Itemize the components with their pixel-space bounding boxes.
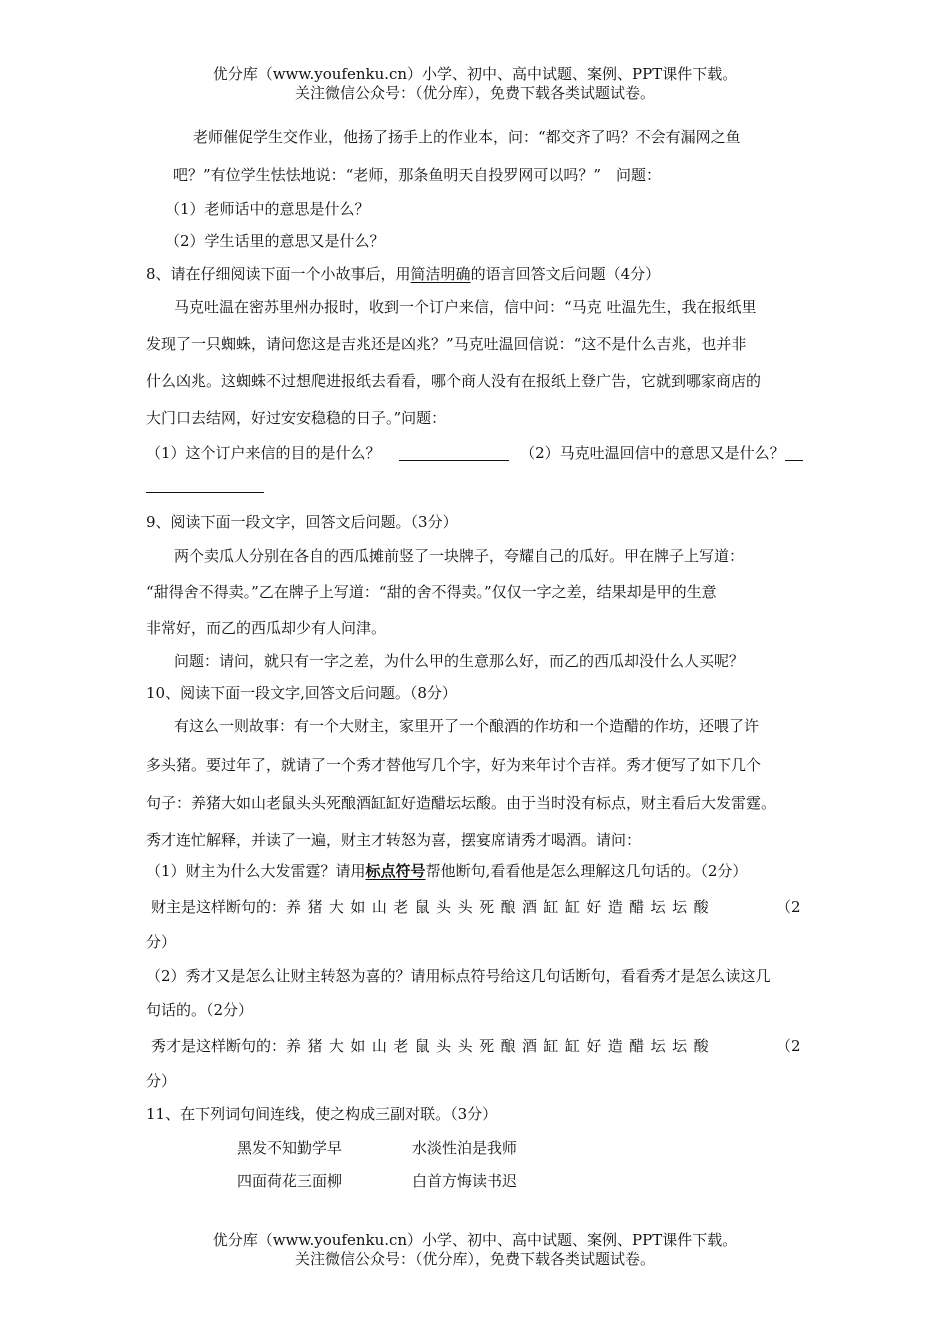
q10-answer-2-label: 秀才是这样断句的： bbox=[151, 1037, 287, 1055]
q10-answer-1-score-b: 分） bbox=[146, 933, 177, 951]
q10-paragraph-line-3: 句子：养猪大如山老鼠头头死酿酒缸缸好造醋坛坛酸。由于当时没有标点，财主看后大发雷霆。 bbox=[146, 794, 777, 812]
q10-answer-2-line bbox=[151, 1036, 715, 1056]
q8-sub-question-1: （1）这个订户来信的目的是什么？ bbox=[146, 444, 381, 462]
q8-paragraph-line-2: 发现了一只蜘蛛，请问您这是吉兆还是凶兆？”马克吐温回信说：“这不是什么吉兆，也并非 bbox=[146, 335, 747, 353]
q8-paragraph-line-4: 大门口去结网，好过安安稳稳的日子。”问题： bbox=[146, 409, 447, 427]
q8-paragraph-line-1: 马克吐温在密苏里州办报时，收到一个订户来信，信中问：“马克 吐温先生，我在报纸里 bbox=[174, 298, 757, 316]
q10-answer-2-score-a: （2 bbox=[776, 1037, 801, 1055]
q7-sub-question-1: （1）老师话中的意思是什么？ bbox=[165, 200, 370, 218]
q10-title: 10、阅读下面一段文字,回答文后问题。（8分） bbox=[146, 684, 457, 702]
q10-sub-question-2-line-1: （2）秀才又是怎么让财主转怒为喜的？请用标点符号给这几句话断句，看看秀才是怎么读这几 bbox=[146, 967, 771, 985]
q10-paragraph-line-2: 多头猪。要过年了，就请了一个秀才替他写几个字，好为来年讨个吉祥。秀才便写了如下几个 bbox=[146, 756, 762, 774]
q9-title: 9、阅读下面一段文字，回答文后问题。（3分） bbox=[146, 513, 458, 531]
q9-paragraph-line-2: “甜得舍不得卖。”乙在牌子上写道：“甜的舍不得卖。”仅仅一字之差，结果却是甲的生意 bbox=[146, 583, 717, 601]
q8-sub-question-2: （2）马克吐温回信中的意思又是什么？ bbox=[520, 444, 785, 462]
page-header bbox=[0, 65, 950, 103]
q10-paragraph-line-1: 有这么一则故事：有一个大财主，家里开了一个酿酒的作坊和一个造醋的作坊，还喂了许 bbox=[174, 717, 760, 735]
couplet-right-1[interactable]: 水淡性泊是我师 bbox=[412, 1139, 518, 1157]
q8-paragraph-line-3: 什么凶兆。这蜘蛛不过想爬进报纸去看看，哪个商人没有在报纸上登广告，它就到哪家商店的 bbox=[146, 372, 762, 390]
q9-paragraph-line-3: 非常好，而乙的西瓜却少有人问津。 bbox=[146, 619, 387, 637]
q10-answer-1-score-a: （2 bbox=[776, 898, 801, 916]
q10-answer-2-score-b: 分） bbox=[146, 1072, 177, 1090]
footer-line-1: 优分库（www.youfenku.cn）小学、初中、高中试题、案例、PPT课件下载。 bbox=[212, 1231, 738, 1249]
q7-paragraph-line-2: 吧？”有位学生怯怯地说：“老师，那条鱼明天自投罗网可以吗？” 问题： bbox=[173, 166, 662, 184]
q10-sub-question-1 bbox=[146, 861, 747, 881]
q10-answer-1-line bbox=[151, 897, 715, 917]
answer-blank-1[interactable] bbox=[399, 460, 509, 461]
q10-answer-1-label: 财主是这样断句的： bbox=[151, 898, 287, 916]
q10-sub-question-2-line-2: 句话的。（2分） bbox=[146, 1001, 254, 1019]
q8-title bbox=[146, 264, 660, 284]
q7-paragraph-line-1: 老师催促学生交作业，他扬了扬手上的作业本，问：“都交齐了吗？不会有漏网之鱼 bbox=[193, 128, 741, 146]
q10-sub-question-1-pre: （1）财主为什么大发雷霆？请用 bbox=[146, 862, 366, 880]
header-line-1: 优分库（www.youfenku.cn）小学、初中、高中试题、案例、PPT课件下载。 bbox=[212, 65, 738, 83]
couplet-left-2[interactable]: 四面荷花三面柳 bbox=[237, 1172, 343, 1190]
footer-line-2: 关注微信公众号：（优分库），免费下载各类试题试卷。 bbox=[294, 1250, 655, 1268]
q11-title: 11、在下列词句间连线，使之构成三副对联。（3分） bbox=[146, 1105, 498, 1123]
q8-sub-questions bbox=[146, 443, 803, 463]
q10-sub-question-1-emphasis: 标点符号 bbox=[365, 862, 426, 880]
q9-question: 问题：请问，就只有一字之差，为什么甲的生意那么好，而乙的西瓜却没什么人买呢？ bbox=[174, 652, 745, 670]
couplet-right-2[interactable]: 白首方悔读书迟 bbox=[412, 1172, 518, 1190]
answer-blank-2-continued[interactable] bbox=[146, 492, 264, 493]
q10-answer-2-text[interactable]: 养猪大如山老鼠头头死酿酒缸缸好造醋坛坛酸 bbox=[286, 1037, 716, 1055]
q8-title-post: 的语言回答文后问题（4分） bbox=[470, 265, 661, 283]
q8-title-pre: 8、请在仔细阅读下面一个小故事后，用 bbox=[146, 265, 411, 283]
page-footer bbox=[0, 1231, 950, 1269]
answer-blank-2-start[interactable] bbox=[785, 460, 803, 461]
header-line-2: 关注微信公众号：（优分库），免费下载各类试题试卷。 bbox=[294, 84, 655, 102]
q9-paragraph-line-1: 两个卖瓜人分别在各自的西瓜摊前竖了一块牌子，夸耀自己的瓜好。甲在牌子上写道： bbox=[174, 547, 745, 565]
q8-title-emphasis: 简洁明确 bbox=[410, 265, 471, 283]
q10-sub-question-1-post: 帮他断句,看看他是怎么理解这几句话的。（2分） bbox=[425, 862, 748, 880]
q10-answer-1-text[interactable]: 养猪大如山老鼠头头死酿酒缸缸好造醋坛坛酸 bbox=[286, 898, 716, 916]
q10-paragraph-line-4: 秀才连忙解释，并读了一遍，财主才转怒为喜，摆宴席请秀才喝酒。请问： bbox=[146, 831, 642, 849]
couplet-left-1[interactable]: 黑发不知勤学早 bbox=[237, 1139, 343, 1157]
q7-sub-question-2: （2）学生话里的意思又是什么？ bbox=[165, 232, 385, 250]
